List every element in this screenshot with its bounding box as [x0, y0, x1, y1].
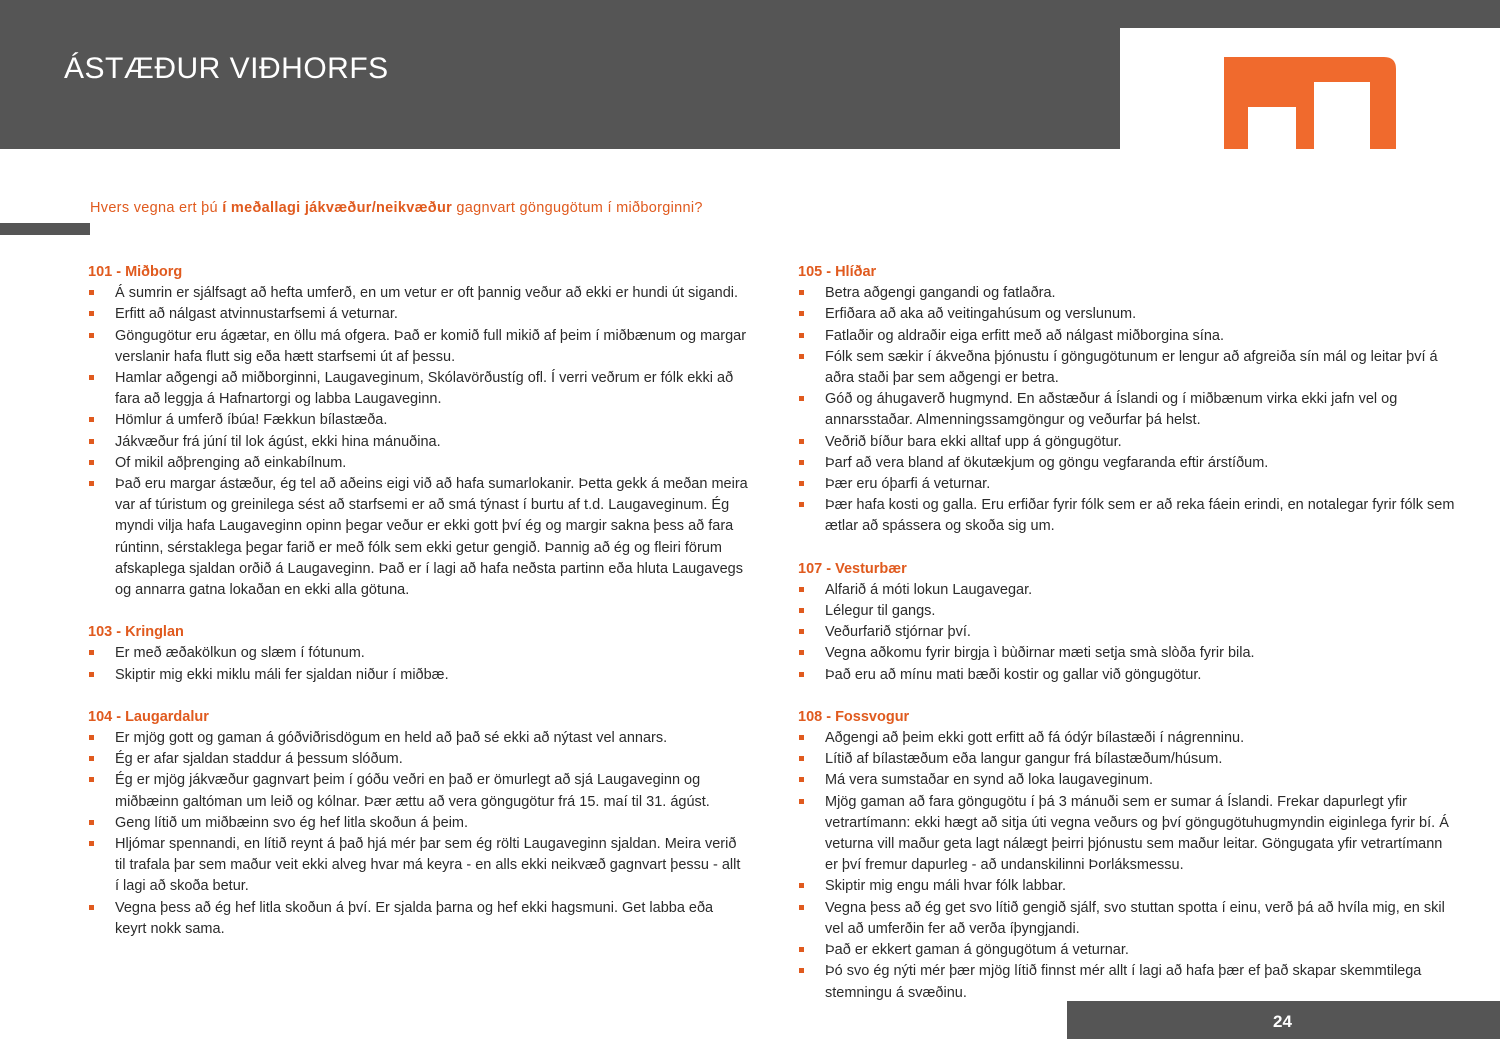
comment-text: Á sumrin er sjálfsagt að hefta umferð, en um vetur er oft þannig veður að ekki er hundi út sigandi.	[115, 285, 739, 302]
region-section	[88, 262, 748, 601]
comment-text: Lélegur til gangs.	[825, 603, 936, 620]
comment-item	[798, 770, 1458, 791]
comment-text: Göngugötur eru ágætar, en öllu má ofgera. Það er komið full mikið af þeim í miðbænum og margar verslanir hafa flutt sig eða hætt starfsemi út af þessu.	[115, 327, 747, 365]
comment-item	[798, 347, 1458, 389]
comment-text: Betra aðgengi gangandi og fatlaðra.	[825, 285, 1056, 302]
square-bullet-icon	[89, 756, 94, 761]
square-bullet-icon	[799, 883, 804, 888]
comment-item	[88, 283, 748, 304]
comment-item	[88, 728, 748, 749]
square-bullet-icon	[89, 905, 94, 910]
comment-text: Það eru margar ástæður, ég tel að aðeins eigi við að hafa sumarlokanir. Þetta gekk á meðan meira var af túristum og greinilega sést að starfsemi er að smá týnast í burtu af t.d. Laugaveginum. Ég myndi vilja hafa Laugaveginn opinn þegar veður er ekki gott því ég og margir sakna þess að fara rúntinn, sérstaklega þegar farið er með fólk sem ekki getur gengið. Þannig að ég og fleiri förum afskaplega sjaldan orðið á Laugaveginn. Það er í lagi að hafa neðsta partinn eða hluta Laugavegs og annarra gatna lokaðan en ekki alla götuna.	[115, 476, 748, 599]
square-bullet-icon	[799, 439, 804, 444]
square-bullet-icon	[799, 629, 804, 634]
comment-item	[88, 304, 748, 325]
comment-item	[798, 495, 1458, 537]
comment-text: Það eru að mínu mati bæði kostir og gallar við göngugötur.	[825, 666, 1202, 683]
square-bullet-icon	[799, 587, 804, 592]
square-bullet-icon	[799, 947, 804, 952]
square-bullet-icon	[89, 375, 94, 380]
comment-item	[798, 283, 1458, 304]
comment-item	[88, 813, 748, 834]
comment-text: Má vera sumstaðar en synd að loka laugaveginum.	[825, 772, 1154, 789]
square-bullet-icon	[799, 905, 804, 910]
square-bullet-icon	[799, 735, 804, 740]
square-bullet-icon	[89, 290, 94, 295]
comment-text: Þær hafa kosti og galla. Eru erfiðar fyrir fólk sem er að reka fáein erindi, en notalegar fyrir fólk sem ætlar að spássera og skoða sig um.	[825, 497, 1455, 535]
comment-text: Fatlaðir og aldraðir eiga erfitt með að nálgast miðborgina sína.	[825, 327, 1224, 344]
comment-text: Er með æðakölkun og slæm í fótunum.	[115, 645, 365, 662]
comment-item	[798, 622, 1458, 643]
header-bar	[0, 0, 1120, 149]
comment-text: Mjög gaman að fara göngugötu í þá 3 mánuði sem er sumar á Íslandi. Frekar dapurlegt yfir vetrartímann: ekki hægt að sitja úti vegna veðurs og því göngugötuhugmyndin eiginlega fyrir bí. Á veturna vill maður geta lagt nálægt þeirri þjónustu sem maður leitar. Göngugata yfir vetrartímann er því fremur dapurleg - að undanskilinni Þorláksmessu.	[825, 793, 1449, 874]
question-suffix: gagnvart göngugötum í miðborginni?	[452, 200, 703, 216]
comment-text: Fólk sem sækir í ákveðna þjónustu í göngugötunum er lengur að afgreiða sín mál og leitar því á aðra staði þar sem aðgengi er betra.	[825, 348, 1438, 387]
square-bullet-icon	[799, 481, 804, 486]
comment-item	[798, 643, 1458, 664]
comment-item	[88, 834, 748, 898]
comment-text: Hömlur á umferð íbúa! Fækkun bílastæða.	[115, 412, 388, 429]
comment-item	[88, 453, 748, 474]
comment-list	[798, 580, 1458, 686]
comment-text: Þær eru óþarfi á veturnar.	[825, 476, 991, 493]
square-bullet-icon	[799, 333, 804, 338]
comment-item	[798, 474, 1458, 495]
accent-bar	[0, 223, 90, 235]
logo-icon	[1224, 57, 1396, 149]
comment-text: Of mikil aðþrenging að einkabílnum.	[115, 454, 347, 471]
comment-text: Skiptir mig ekki miklu máli fer sjaldan niður í miðbæ.	[115, 666, 449, 683]
comment-item	[88, 643, 748, 664]
comment-item	[798, 304, 1458, 325]
square-bullet-icon	[799, 756, 804, 761]
comment-item	[88, 665, 748, 686]
comment-text: Alfarið á móti lokun Laugavegar.	[825, 581, 1033, 598]
page-number: 24	[1273, 1012, 1292, 1031]
page-title: ÁSTÆÐUR VIÐHORFS	[64, 52, 389, 85]
comment-item	[798, 601, 1458, 622]
comment-list	[88, 643, 748, 685]
comment-item	[798, 961, 1458, 1003]
comment-text: Ég er mjög jákvæður gagnvart þeim í góðu veðri en það er ömurlegt að sjá Laugaveginn og miðbæinn galtóman um leið og kólnar. Þær ættu að vera göngugötur frá 15. maí til 31. ágúst.	[115, 772, 710, 810]
square-bullet-icon	[89, 481, 94, 486]
square-bullet-icon	[799, 608, 804, 613]
comment-item	[798, 665, 1458, 686]
region-section	[88, 707, 748, 940]
comment-text: Hljómar spennandi, en lítið reynt á það hjá mér þar sem ég rölti Laugaveginn sjaldan. Meira verið til trafala þar sem maður veit ekki alveg hvar má keyra - en alls ekki neikvæð gagnvart þessu - allt í lagi að skoða betur.	[115, 836, 741, 895]
region-section	[798, 707, 1458, 1004]
comment-item	[798, 453, 1458, 474]
comment-item	[88, 432, 748, 453]
comment-text: Vegna þess að ég hef litla skoðun á því. Er sjalda þarna og hef ekki hagsmuni. Get labba eða keyrt nokk sama.	[115, 899, 714, 937]
comment-item	[88, 326, 748, 368]
section-title: 107 - Vesturbær	[798, 560, 907, 577]
comment-text: Erfitt að nálgast atvinnustarfsemi á veturnar.	[115, 306, 398, 323]
comment-text: Vegna aðkomu fyrir birgja ì bùðirnar mæti setja smà slòða fyrir bila.	[825, 645, 1255, 662]
question-prefix: Hvers vegna ert þú	[90, 200, 223, 216]
comment-text: Aðgengi að þeim ekki gott erfitt að fá ódýr bílastæði í nágrenninu.	[825, 730, 1245, 747]
section-title: 105 - Hlíðar	[798, 264, 877, 280]
comment-text: Veðurfarið stjórnar því.	[825, 624, 971, 641]
comment-list	[88, 283, 748, 601]
square-bullet-icon	[799, 502, 804, 507]
comment-list	[798, 283, 1458, 537]
comment-item	[798, 326, 1458, 347]
square-bullet-icon	[89, 311, 94, 316]
square-bullet-icon	[799, 290, 804, 295]
region-section	[88, 622, 748, 686]
comment-item	[798, 940, 1458, 961]
square-bullet-icon	[799, 799, 804, 804]
comment-text: Lítið af bílastæðum eða langur gangur frá bílastæðum/húsum.	[825, 751, 1223, 768]
square-bullet-icon	[799, 354, 804, 359]
comment-text: Vegna þess að ég get svo lítið gengið sjálf, svo stuttan spotta í einu, verð þá að hvíla mig, en skil vel að umferðin fer að verða íþyngjandi.	[825, 899, 1445, 937]
comment-item	[798, 580, 1458, 601]
section-title: 108 - Fossvogur	[798, 708, 910, 725]
comment-text: Erfiðara að aka að veitingahúsum og verslunum.	[825, 306, 1137, 323]
footer-bar	[1067, 1001, 1500, 1039]
comment-text: Þó svo ég nýti mér þær mjög lítið finnst mér allt í lagi að hafa þær ef það skapar skemmtilega stemningu á svæðinu.	[825, 963, 1422, 1001]
region-section	[798, 559, 1458, 686]
comment-text: Góð og áhugaverð hugmynd. En aðstæður á Íslandi og í miðbænum virka ekki jafn vel og annarsstaðar. Almenningssamgöngur og veðurfar þá helst.	[825, 391, 1398, 429]
comment-list	[798, 728, 1458, 1004]
comment-item	[798, 389, 1458, 431]
square-bullet-icon	[89, 777, 94, 782]
comment-text: Geng lítið um miðbæinn svo ég hef litla skoðun á þeim.	[115, 814, 469, 831]
comment-text: Hamlar aðgengi að miðborginni, Laugaveginum, Skólavörðustíg ofl. Í verri veðrum er fólk ekki að fara að leggja á Hafnartorgi og labba Laugaveginn.	[115, 370, 734, 408]
square-bullet-icon	[89, 439, 94, 444]
comment-item	[798, 792, 1458, 877]
comment-item	[88, 474, 748, 601]
square-bullet-icon	[799, 396, 804, 401]
square-bullet-icon	[799, 460, 804, 465]
comment-item	[88, 749, 748, 770]
comment-text: Það er ekkert gaman á göngugötum á veturnar.	[825, 942, 1129, 959]
region-section	[798, 262, 1458, 538]
comment-text: Er mjög gott og gaman á góðviðrisdögum en held að það sé ekki að nýtast vel annars.	[115, 730, 668, 747]
right-column	[798, 262, 1458, 1025]
survey-question	[90, 200, 703, 216]
comment-item	[798, 876, 1458, 897]
square-bullet-icon	[799, 968, 804, 973]
square-bullet-icon	[799, 311, 804, 316]
square-bullet-icon	[89, 417, 94, 422]
square-bullet-icon	[89, 333, 94, 338]
comment-item	[798, 432, 1458, 453]
comment-item	[88, 368, 748, 410]
comment-item	[88, 898, 748, 940]
comment-text: Jákvæður frá júní til lok ágúst, ekki hina mánuðina.	[115, 433, 441, 450]
section-title: 103 - Kringlan	[88, 624, 184, 641]
comment-text: Skiptir mig engu máli hvar fólk labbar.	[825, 878, 1066, 895]
comment-item	[798, 749, 1458, 770]
comment-text: Þarf að vera bland af ökutækjum og göngu vegfaranda eftir árstíðum.	[825, 454, 1269, 471]
square-bullet-icon	[89, 841, 94, 846]
comment-item	[798, 728, 1458, 749]
comment-item	[88, 770, 748, 812]
section-title: 101 - Miðborg	[88, 264, 183, 280]
comment-item	[88, 410, 748, 431]
square-bullet-icon	[89, 735, 94, 740]
square-bullet-icon	[89, 650, 94, 655]
square-bullet-icon	[89, 460, 94, 465]
comment-item	[798, 898, 1458, 940]
question-emphasis: í meðallagi jákvæður/neikvæður	[222, 200, 453, 216]
section-title: 104 - Laugardalur	[88, 708, 209, 725]
square-bullet-icon	[89, 820, 94, 825]
comment-text: Ég er afar sjaldan staddur á þessum slóðum.	[115, 751, 403, 768]
comment-text: Veðrið bíður bara ekki alltaf upp á göngugötur.	[825, 433, 1122, 450]
square-bullet-icon	[799, 777, 804, 782]
square-bullet-icon	[799, 650, 804, 655]
square-bullet-icon	[799, 672, 804, 677]
left-column	[88, 262, 748, 961]
square-bullet-icon	[89, 672, 94, 677]
comment-list	[88, 728, 748, 940]
